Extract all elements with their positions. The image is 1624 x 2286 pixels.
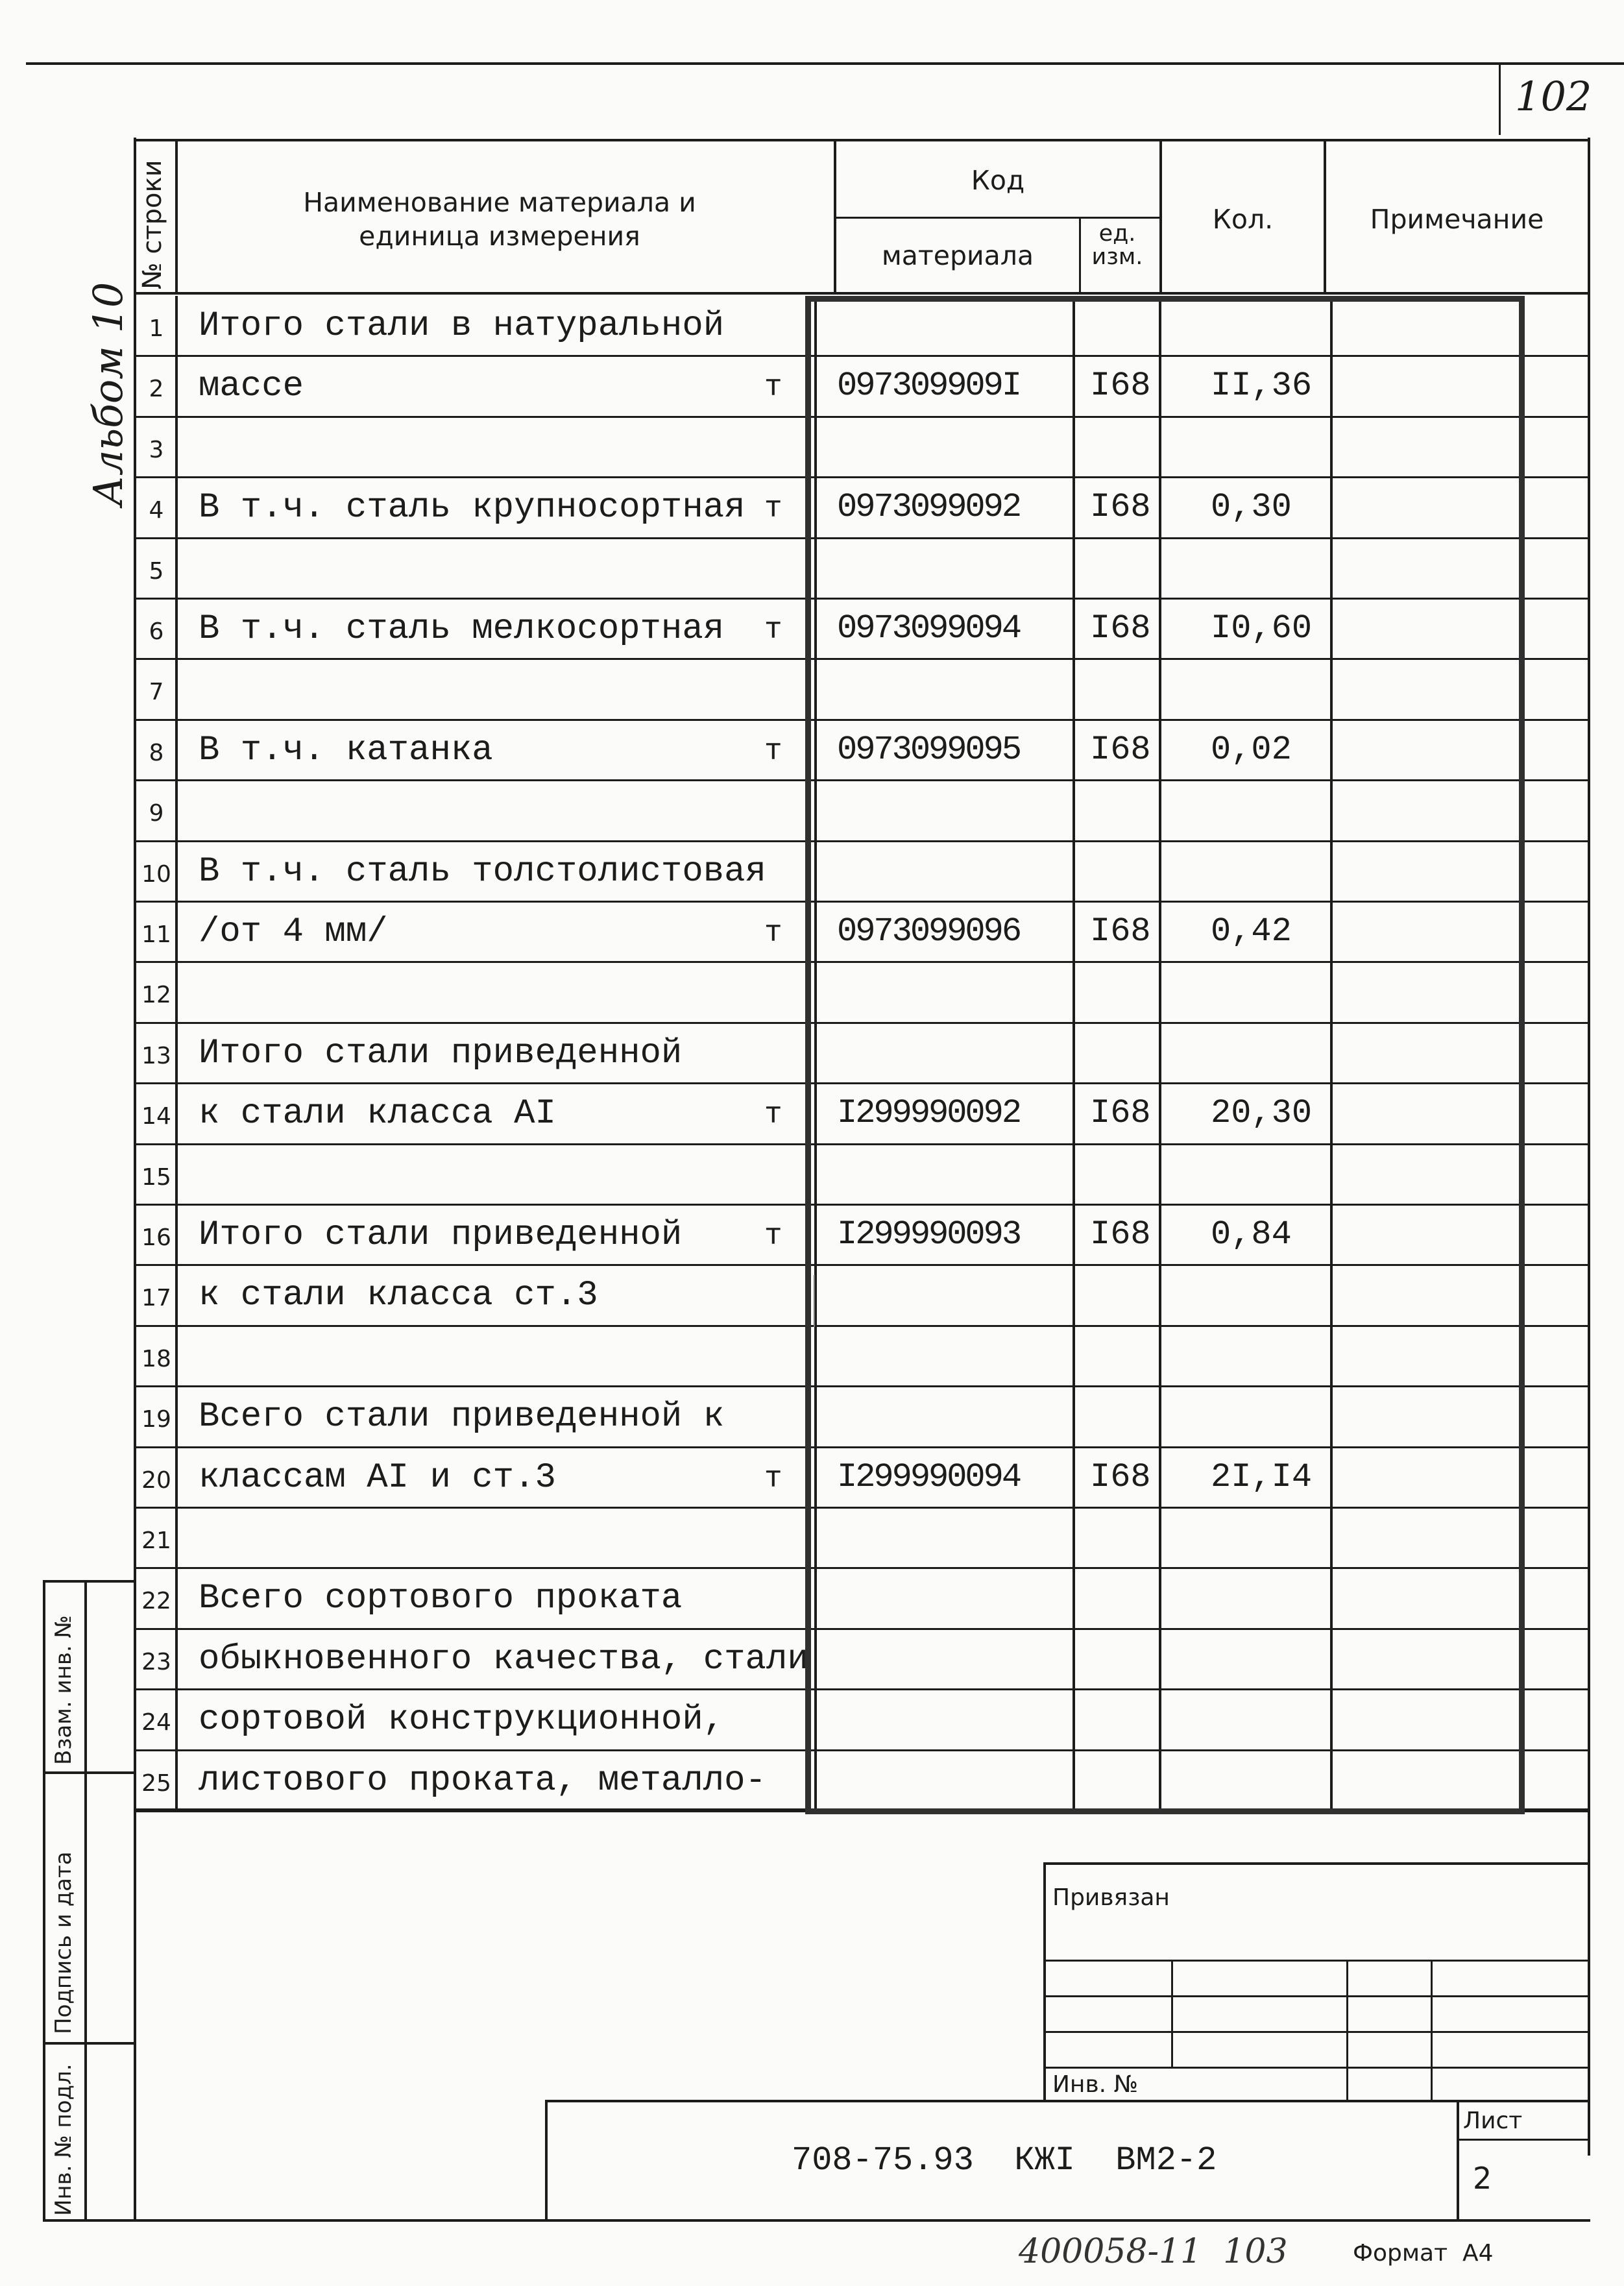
header-row-number: № строки xyxy=(138,160,167,289)
row-material-name: Всего стали приведенной к xyxy=(199,1397,725,1437)
row-material-code: I299990093 xyxy=(837,1215,1021,1254)
header-material-name: Наименование материала и единица измерения xyxy=(303,187,696,252)
list-number: 2 xyxy=(1473,2161,1492,2196)
row-material-name: Итого стали приведенной xyxy=(199,1215,683,1255)
footer-handwritten-number: 400058-11 103 xyxy=(1019,2232,1288,2271)
row-number: 15 xyxy=(141,1164,171,1191)
row-unit: т xyxy=(764,1219,782,1253)
row-material-name: Итого стали приведенной xyxy=(199,1034,683,1073)
row-quantity: II,36 xyxy=(1211,367,1313,405)
row-unit: т xyxy=(764,492,782,526)
row-number: 5 xyxy=(149,558,164,585)
row-unit-code: I68 xyxy=(1090,488,1151,526)
row-number: 23 xyxy=(141,1649,171,1675)
page-number: 102 xyxy=(1515,73,1592,120)
row-material-name: В т.ч. катанка xyxy=(199,731,493,770)
row-unit-code: I68 xyxy=(1090,912,1151,951)
row-material-code: 0973099092 xyxy=(837,488,1021,526)
row-quantity: 0,42 xyxy=(1211,912,1292,951)
row-unit: т xyxy=(764,613,782,647)
row-material-name: массе xyxy=(199,367,304,406)
row-unit-code: I68 xyxy=(1090,1458,1151,1496)
row-number: 4 xyxy=(149,497,164,524)
header-code-unit: ед. изм. xyxy=(1091,221,1143,270)
row-number: 11 xyxy=(141,921,171,948)
row-material-code: I299990094 xyxy=(837,1458,1021,1496)
row-unit: т xyxy=(764,1098,782,1132)
crease-mark xyxy=(814,1275,820,1327)
row-material-name: В т.ч. сталь толстолистовая xyxy=(199,852,766,892)
row-unit: т xyxy=(764,735,782,768)
row-number: 7 xyxy=(149,679,164,705)
row-material-name: /от 4 мм/ xyxy=(199,912,388,952)
row-number: 10 xyxy=(141,861,171,888)
row-number: 6 xyxy=(149,618,164,645)
row-material-name: листового проката, металло- xyxy=(199,1761,766,1801)
stamp-inv-podl: Инв. № подл. xyxy=(51,2063,77,2216)
format-label: Формат А4 xyxy=(1353,2240,1494,2267)
row-quantity: I0,60 xyxy=(1211,609,1313,648)
side-stamp xyxy=(43,1580,135,2220)
row-number: 13 xyxy=(141,1043,171,1069)
row-material-name: Итого стали в натуральной xyxy=(199,306,725,346)
row-number: 3 xyxy=(149,437,164,463)
document-designation: 708-75.93 КЖI ВМ2-2 xyxy=(792,2141,1217,2180)
stamp-signature-date: Подпись и дата xyxy=(51,1851,77,2034)
row-unit-code: I68 xyxy=(1090,1094,1151,1132)
row-material-name: обыкновенного качества, стали xyxy=(199,1640,808,1679)
row-material-name: к стали класса AI xyxy=(199,1094,556,1134)
row-number: 21 xyxy=(141,1527,171,1554)
row-number: 25 xyxy=(141,1770,171,1797)
row-material-name: к стали класса ст.3 xyxy=(199,1276,598,1315)
row-number: 1 xyxy=(149,315,164,342)
inv-no-label: Инв. № xyxy=(1052,2071,1139,2098)
row-number: 2 xyxy=(149,376,164,402)
row-material-code: 0973099094 xyxy=(837,609,1021,648)
row-quantity: 0,84 xyxy=(1211,1215,1292,1254)
row-number: 20 xyxy=(141,1467,171,1494)
header-code-material: материала xyxy=(881,240,1034,271)
stamp-vzam-inv: Взам. инв. № xyxy=(51,1615,77,1765)
row-unit-code: I68 xyxy=(1090,731,1151,769)
row-material-name: В т.ч. сталь мелкосортная xyxy=(199,609,725,649)
row-material-name: сортовой конструкционной, xyxy=(199,1700,725,1740)
list-label: Лист xyxy=(1463,2108,1523,2134)
row-material-code: 0973099095 xyxy=(837,731,1021,769)
row-quantity: 0,02 xyxy=(1211,731,1292,769)
row-number: 24 xyxy=(141,1709,171,1736)
row-material-name: В т.ч. сталь крупносортная xyxy=(199,488,745,528)
row-quantity: 20,30 xyxy=(1211,1094,1313,1132)
row-number: 8 xyxy=(149,740,164,766)
privyazan-label: Привязан xyxy=(1052,1884,1170,1911)
title-block xyxy=(545,1862,1590,2220)
row-unit: т xyxy=(764,371,782,404)
row-unit-code: I68 xyxy=(1090,609,1151,648)
row-unit: т xyxy=(764,916,782,950)
column-divider xyxy=(175,296,178,1811)
row-material-code: 0973099096 xyxy=(837,912,1021,951)
row-number: 9 xyxy=(149,800,164,827)
header-code: Код xyxy=(971,165,1025,196)
row-number: 14 xyxy=(141,1103,171,1130)
row-material-code: 097309909I xyxy=(837,367,1021,405)
row-number: 19 xyxy=(141,1406,171,1433)
row-number: 12 xyxy=(141,982,171,1008)
header-note: Примечание xyxy=(1370,204,1544,235)
row-unit: т xyxy=(764,1462,782,1496)
header-quantity: Кол. xyxy=(1212,204,1274,235)
row-unit-code: I68 xyxy=(1090,367,1151,405)
row-material-name: Всего сортового проката xyxy=(199,1579,683,1618)
album-label: Альбом 10 xyxy=(84,282,132,506)
row-quantity: 0,30 xyxy=(1211,488,1292,526)
row-number: 18 xyxy=(141,1346,171,1372)
code-columns-frame xyxy=(805,296,1525,1814)
row-quantity: 2I,I4 xyxy=(1211,1458,1313,1496)
row-material-code: I299990092 xyxy=(837,1094,1021,1132)
row-unit-code: I68 xyxy=(1090,1215,1151,1254)
row-number: 16 xyxy=(141,1224,171,1251)
row-number: 17 xyxy=(141,1285,171,1311)
row-number: 22 xyxy=(141,1588,171,1614)
row-material-name: классам AI и ст.3 xyxy=(199,1458,556,1498)
